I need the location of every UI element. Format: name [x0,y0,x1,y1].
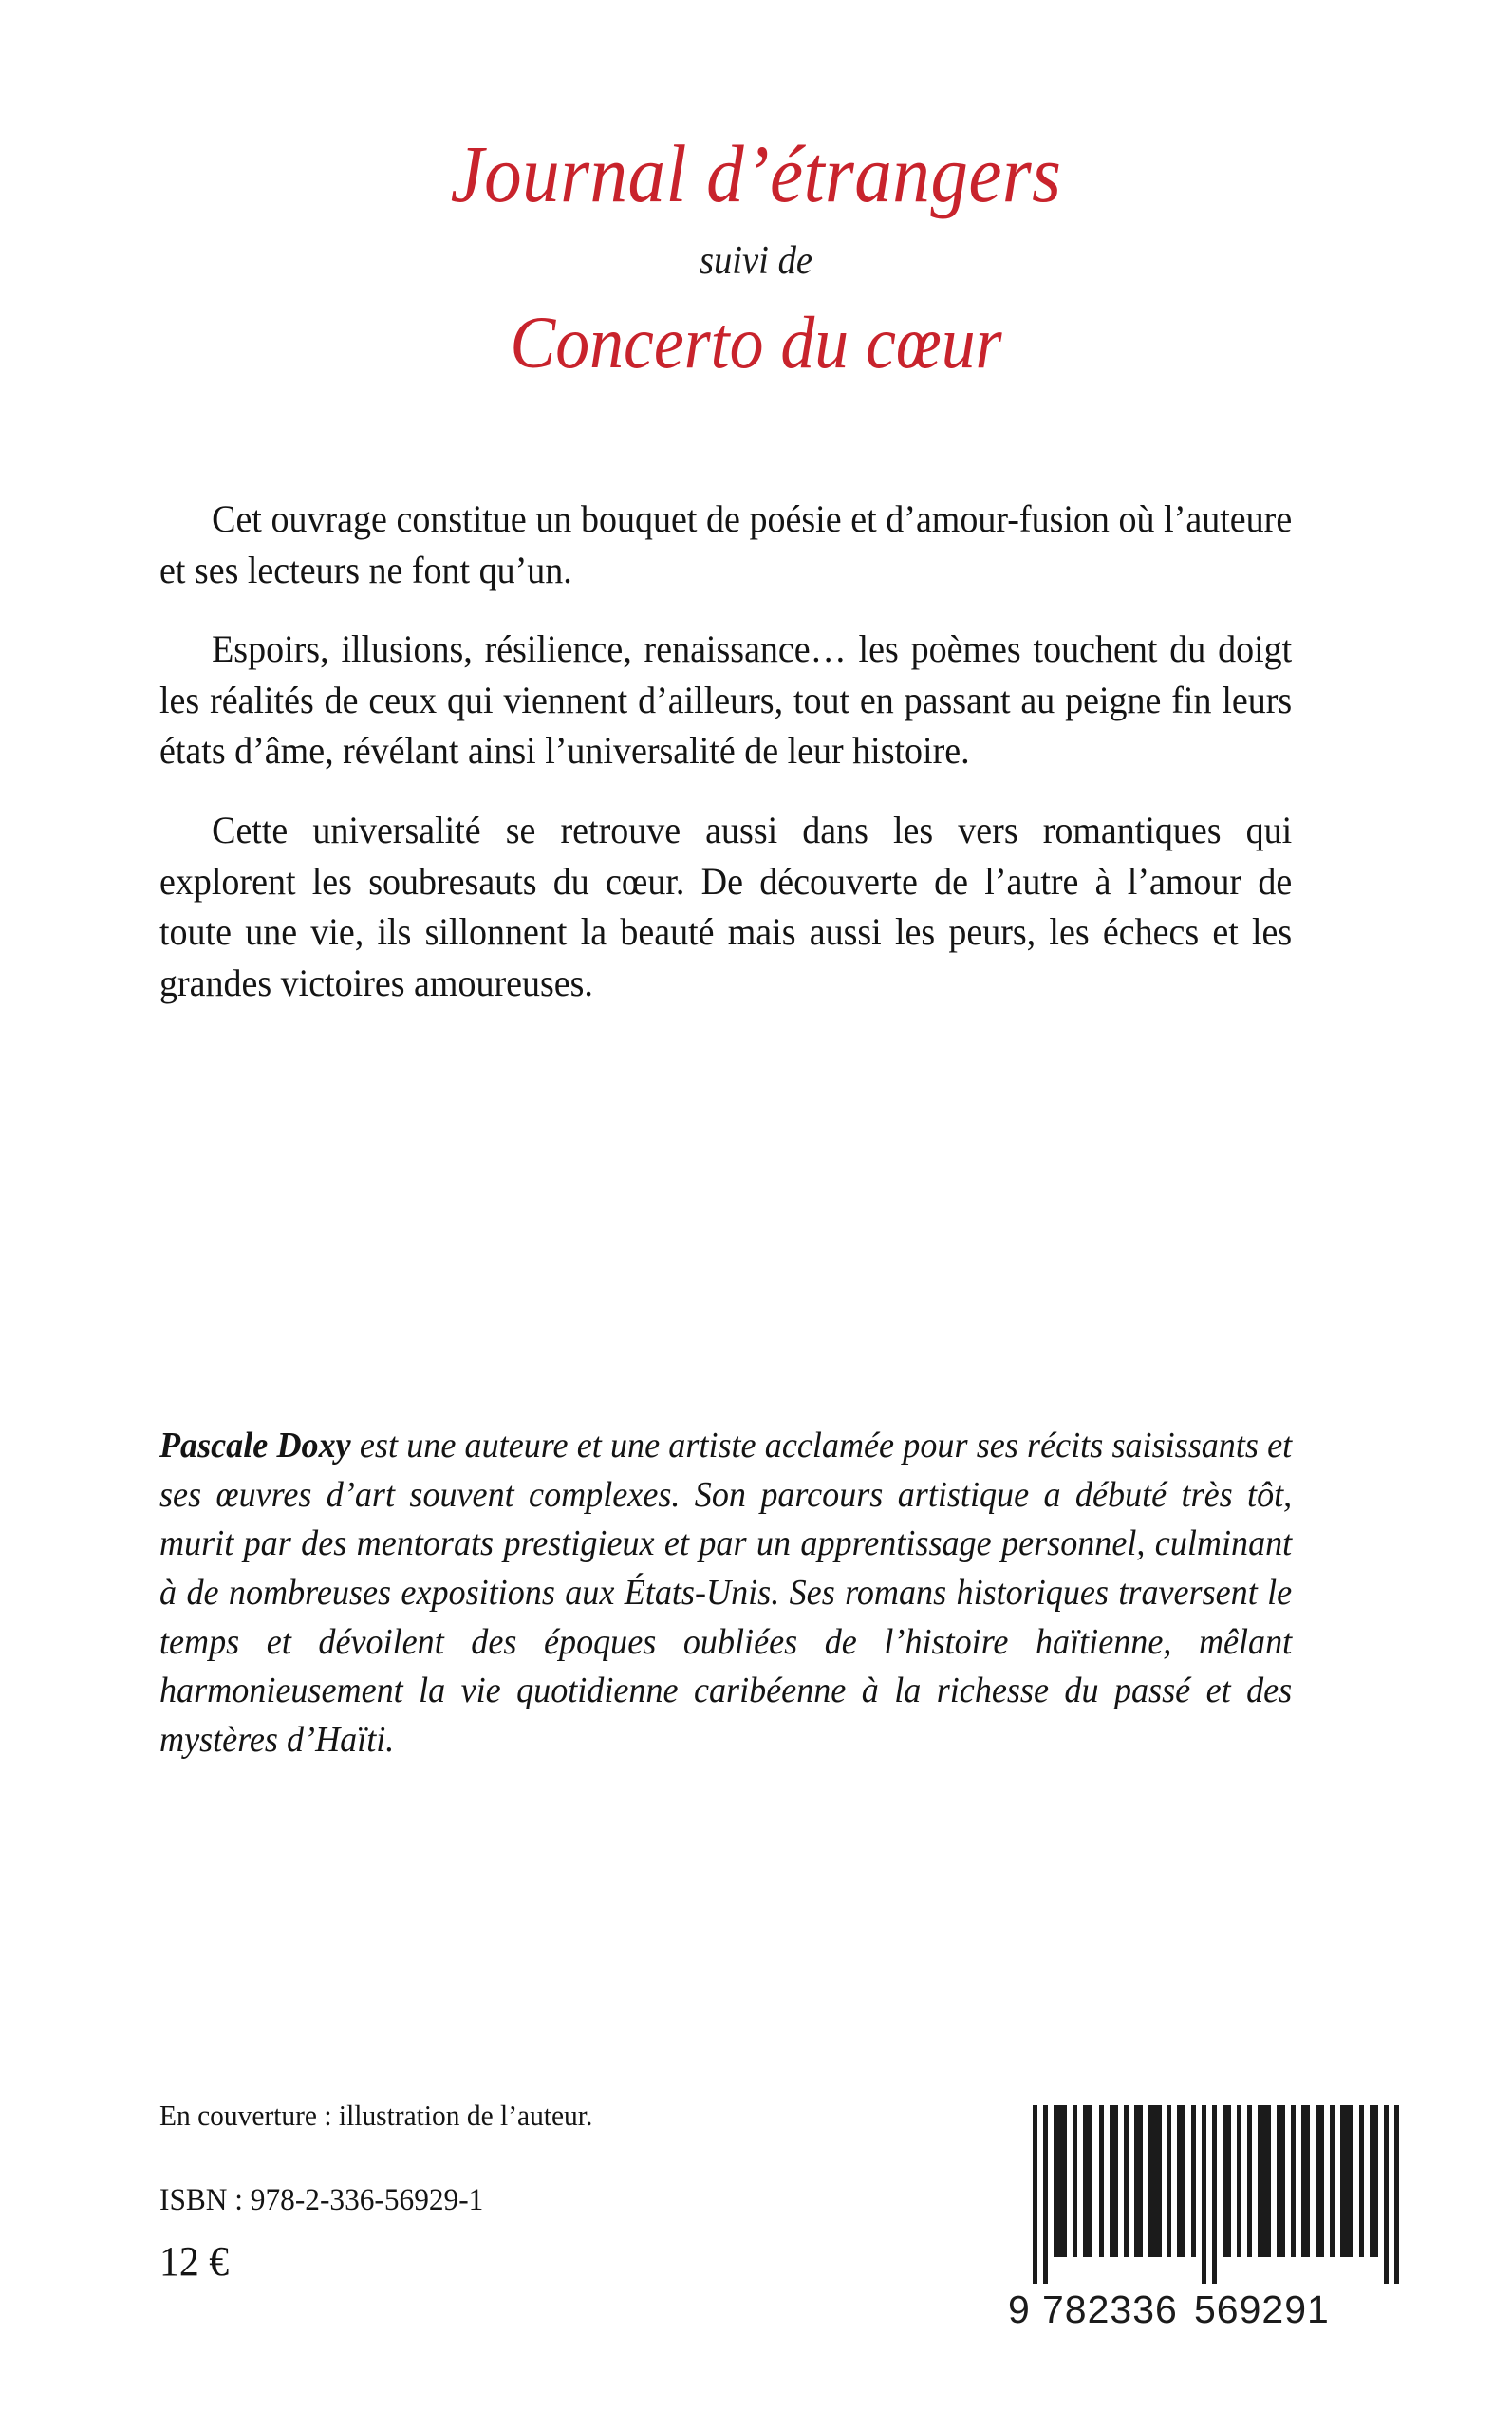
blurb-paragraph: Cet ouvrage constitue un bouquet de poésie et d’amour-fusion où l’auteure et ses lecteurs ne font qu’un. [159,497,1293,591]
barcode-digits [1008,2284,1348,2333]
barcode-digit-prefix: 9 [1008,2288,1031,2331]
book-title: Journal d’étrangers [450,128,1062,219]
price-text: 12 € [159,2237,230,2285]
author-bio-paragraph [159,1422,1292,1765]
footer-section [159,2098,900,2288]
blurb-paragraph: Cette universalité se retrouve aussi dans les vers romantiques qui explorent les soubresauts du cœur. De découverte de l’autre à l’amour de toute une vie, ils sillonnent la beauté mais aussi les peurs, les échecs et les grandes victoires amoureuses. [159,808,1293,1004]
author-name: Pascale Doxy [159,1426,351,1466]
blurb-paragraph: Espoirs, illusions, résilience, renaissance… les poèmes touchent du doigt les réalités de ceux qui viennent d’ailleurs, tout en passant au peigne fin leurs états d’âme, révélant ainsi l’universalité de leur histoire. [159,627,1293,773]
barcode-bars [1008,2105,1348,2284]
author-bio-section [159,1422,1352,1765]
barcode [1008,2105,1348,2343]
barcode-digits-left-group: 782336 [1042,2288,1178,2331]
isbn-text: ISBN : 978-2-336-56929-1 [159,2183,484,2218]
title-block [0,128,1512,383]
author-bio-text: est une auteure et une artiste acclamée pour ses récits saisissants et ses œuvres d’art souvent complexes. Son parcours artistique a débuté très tôt, murit par des mentorats prestigieux et par un apprentissage personnel, culminant à de nombreuses expositions aux États-Unis. Ses romans historiques traversent le temps et dévoilent des époques oubliées de l’histoire haïtienne, mêlant harmonieusement la vie quotidienne caribéenne à la richesse du passé et des mystères d’Haïti. [159,1426,1293,1761]
title-connector: suivi de [699,239,813,283]
barcode-digits-right-group: 569291 [1194,2288,1330,2331]
blurb-section [159,494,1352,1008]
cover-credit: En couverture : illustration de l’auteur. [159,2099,593,2132]
book-subtitle: Concerto du cœur [510,301,1002,383]
